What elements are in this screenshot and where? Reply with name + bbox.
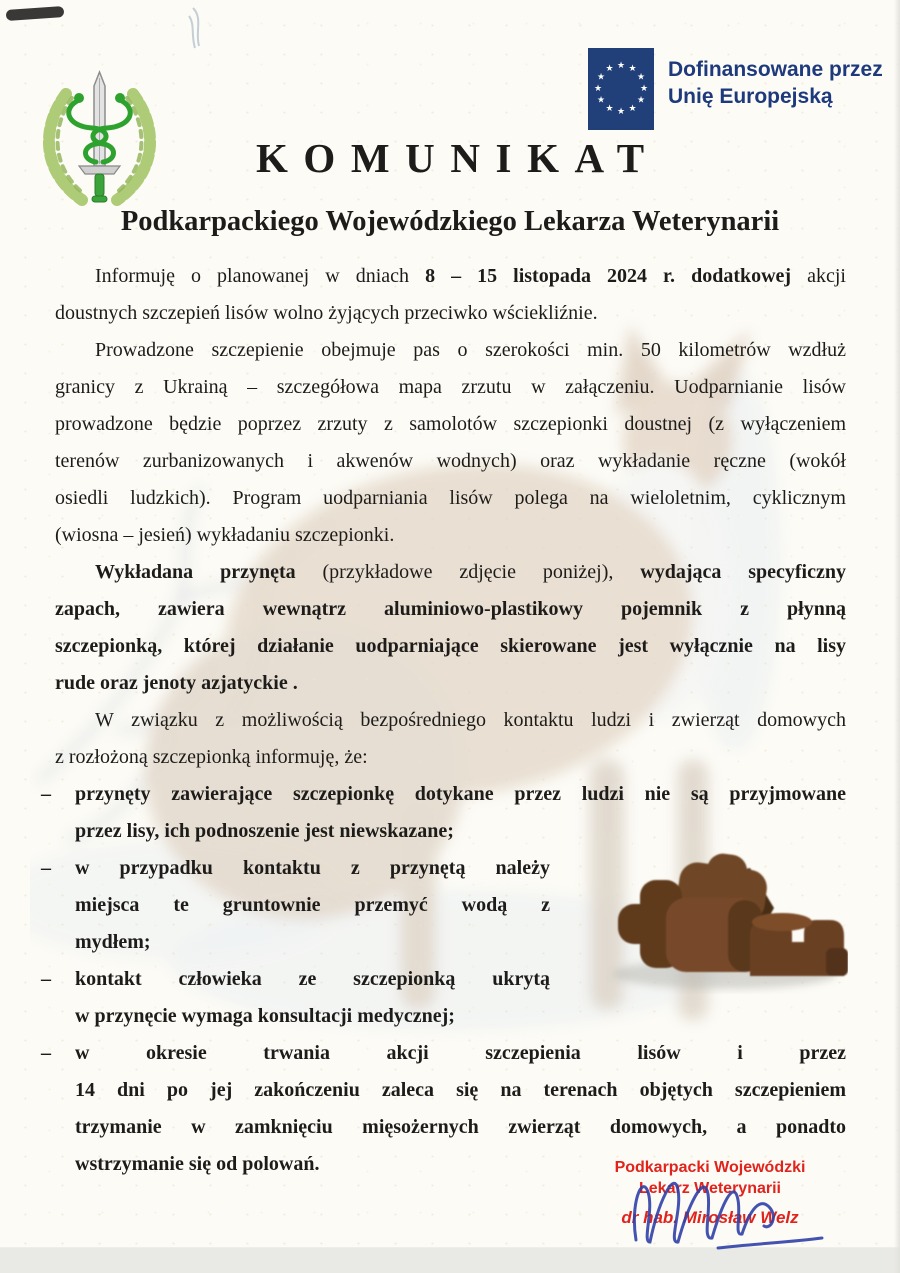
svg-text:★: ★ xyxy=(628,64,637,74)
eu-funding-text xyxy=(668,48,883,130)
bullet-dash: – xyxy=(41,968,51,990)
svg-text:★: ★ xyxy=(596,72,606,83)
svg-text:★: ★ xyxy=(593,84,603,94)
vaccine-bait-image xyxy=(600,852,848,994)
svg-text:★: ★ xyxy=(636,72,646,83)
bullet-line: w przypadku kontaktu z przynętą należy xyxy=(75,857,550,879)
p1-text-end: akcji xyxy=(791,265,846,287)
paragraph-line: doustnych szczepień lisów wolno żyjących przeciwko wściekliźnie. xyxy=(55,302,598,324)
paragraph-line: prowadzone będzie poprzez zrzuty z samolotów szczepionki doustnej (z wyłączeniem xyxy=(55,413,846,435)
bullet-line: w okresie trwania akcji szczepienia lisów i przez xyxy=(75,1042,846,1064)
p3-regular: (przykładowe zdjęcie poniżej), xyxy=(295,561,641,583)
bullet-line: w przynęcie wymaga konsultacji medycznej; xyxy=(75,1005,455,1027)
paragraph-line: granicy z Ukrainą – szczegółowa mapa zrzutu w załączeniu. Uodparnianie lisów xyxy=(55,376,846,398)
document-body xyxy=(41,258,846,1183)
svg-text:★: ★ xyxy=(628,104,637,114)
paragraph-line xyxy=(55,554,846,591)
bullet-dash: – xyxy=(41,857,51,879)
svg-text:★: ★ xyxy=(616,107,626,117)
signer-office-line2: Lekarz Weterynarii xyxy=(639,1180,781,1197)
paragraph-line: (wiosna – jesień) wykładaniu szczepionki. xyxy=(55,524,395,546)
paragraph-line: Prowadzone szczepienie obejmuje pas o szerokości min. 50 kilometrów wzdłuż xyxy=(95,339,846,361)
page-title: KOMUNIKAT xyxy=(255,135,660,181)
paragraph-line: W związku z możliwością bezpośredniego kontaktu ludzi i zwierząt domowych xyxy=(95,709,846,731)
scan-artifact-pencil-mark xyxy=(175,6,215,54)
handwritten-signature xyxy=(622,1164,837,1259)
p3-bold-cont: wydająca specyficzny xyxy=(640,561,846,583)
eu-flag-icon xyxy=(588,48,654,130)
bullet-line: mydłem; xyxy=(75,931,151,953)
paragraph-line: osiedli ludzkich). Program uodparniania lisów polega na wieloletnim, cyklicznym xyxy=(55,487,846,509)
paragraph-line: rude oraz jenoty azjatyckie . xyxy=(55,672,298,694)
signer-office-line1: Podkarpacki Wojewódzki xyxy=(614,1159,806,1176)
paragraph-line xyxy=(55,258,846,295)
svg-text:★: ★ xyxy=(639,84,649,94)
bullet-line: przynęty zawierające szczepionkę dotykane przez ludzi nie są przyjmowane xyxy=(75,783,846,805)
bullet-line: miejsca te gruntownie przemyć wodą z xyxy=(75,894,550,916)
paragraph-line: szczepionką, której działanie uodparniające skierowane jest wyłącznie na lisy xyxy=(55,635,846,657)
bullet-line: trzymanie w zamknięciu mięsożernych zwierząt domowych, a ponadto xyxy=(75,1116,846,1138)
scan-artifact-smudge xyxy=(6,6,65,21)
scan-edge-shade xyxy=(894,0,900,1273)
svg-text:★: ★ xyxy=(605,64,614,74)
bullet-line: przez lisy, ich podnoszenie jest niewskazane; xyxy=(75,820,454,842)
svg-text:★: ★ xyxy=(596,95,606,106)
bullet-line: wstrzymanie się od polowań. xyxy=(75,1153,320,1175)
eu-funding-banner xyxy=(588,48,883,130)
signer-name: dr hab. Mirosław Welz xyxy=(621,1208,799,1227)
paragraph-line: terenów zurbanizowanych i akwenów wodnych) oraz wykładanie ręczne (wokół xyxy=(55,450,846,472)
svg-text:★: ★ xyxy=(616,61,626,71)
bullet-dash: – xyxy=(41,1042,51,1064)
svg-text:★: ★ xyxy=(605,104,614,114)
list-item xyxy=(41,776,846,850)
svg-text:★: ★ xyxy=(636,95,646,106)
p1-bold-date: 8 – 15 listopada 2024 r. dodatkowej xyxy=(425,265,792,287)
paragraph-line: zapach, zawiera wewnątrz aluminiowo-plastikowy pojemnik z płynną xyxy=(55,598,846,620)
bullet-dash: – xyxy=(41,783,51,805)
page-subtitle: Podkarpackiego Wojewódzkiego Lekarza Weterynarii xyxy=(120,206,780,237)
p1-text: Informuję o planowanej w dniach xyxy=(95,265,426,287)
eu-funding-line1: Dofinansowane przez xyxy=(668,58,883,81)
p3-bold-lead: Wykładana przynęta xyxy=(95,561,296,583)
eu-funding-line2: Unię Europejską xyxy=(668,85,833,108)
paragraph-line: z rozłożoną szczepionką informuję, że: xyxy=(55,746,368,768)
bullet-line: kontakt człowieka ze szczepionką ukrytą xyxy=(75,968,550,990)
bullet-line: 14 dni po jej zakończeniu zaleca się na terenach objętych szczepieniem xyxy=(75,1079,846,1101)
